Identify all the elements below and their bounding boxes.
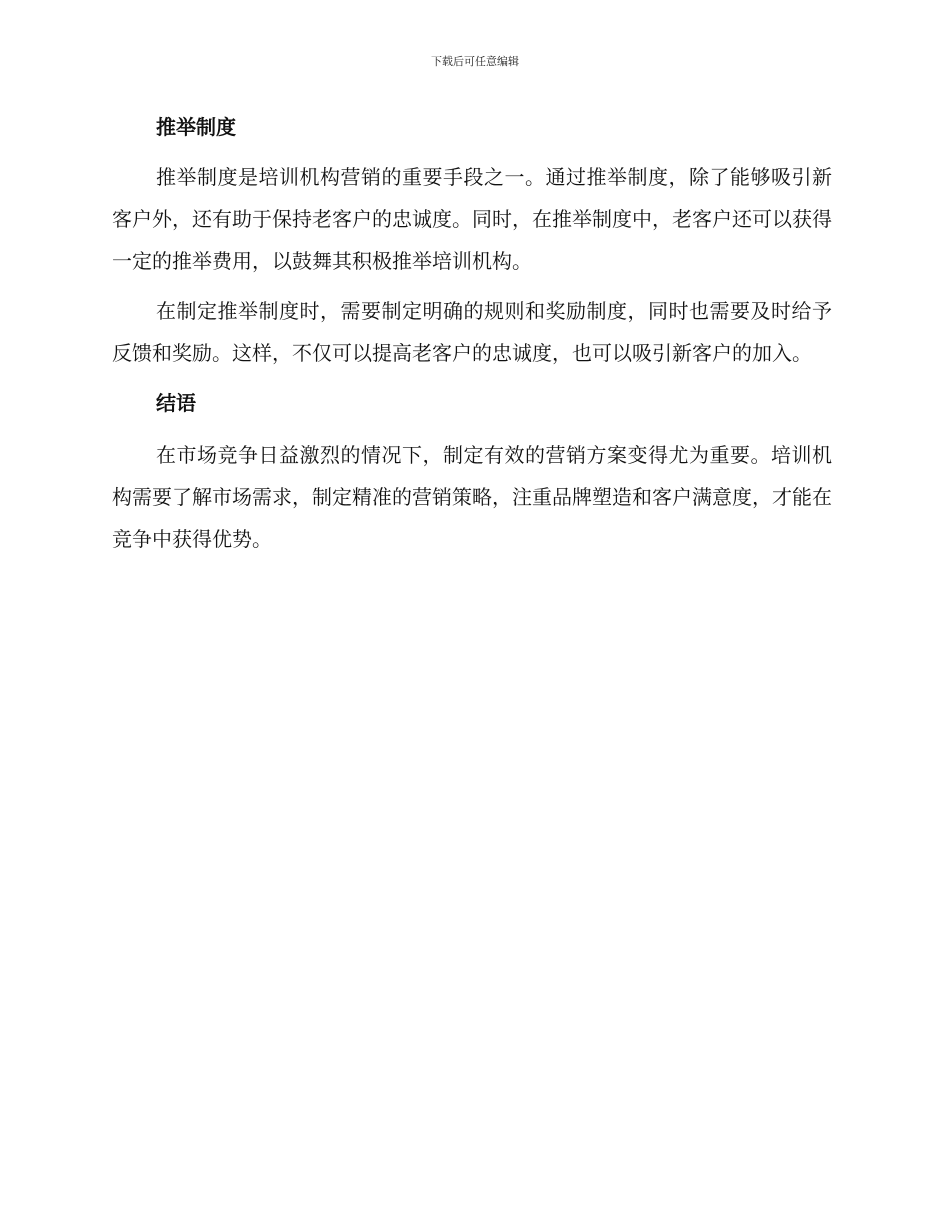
paragraph: 在制定推举制度时，需要制定明确的规则和奖励制度，同时也需要及时给予反馈和奖励。这样，不仅可以提高老客户的忠诚度，也可以吸引新客户的加入。 [112, 299, 832, 365]
section-heading-conclusion: 结语 [156, 391, 196, 415]
section-heading-referral: 推举制度 [156, 115, 236, 139]
paragraph: 推举制度是培训机构营销的重要手段之一。通过推举制度，除了能够吸引新客户外，还有助于保持老客户的忠诚度。同时，在推举制度中，老客户还可以获得一定的推举费用，以鼓舞其积极推举培训机构。 [112, 165, 832, 273]
header-note: 下载后可任意编辑 [431, 55, 519, 68]
paragraph: 在市场竞争日益激烈的情况下，制定有效的营销方案变得尤为重要。培训机构需要了解市场需求，制定精准的营销策略，注重品牌塑造和客户满意度，才能在竞争中获得优势。 [112, 443, 832, 551]
document-body [112, 110, 832, 560]
